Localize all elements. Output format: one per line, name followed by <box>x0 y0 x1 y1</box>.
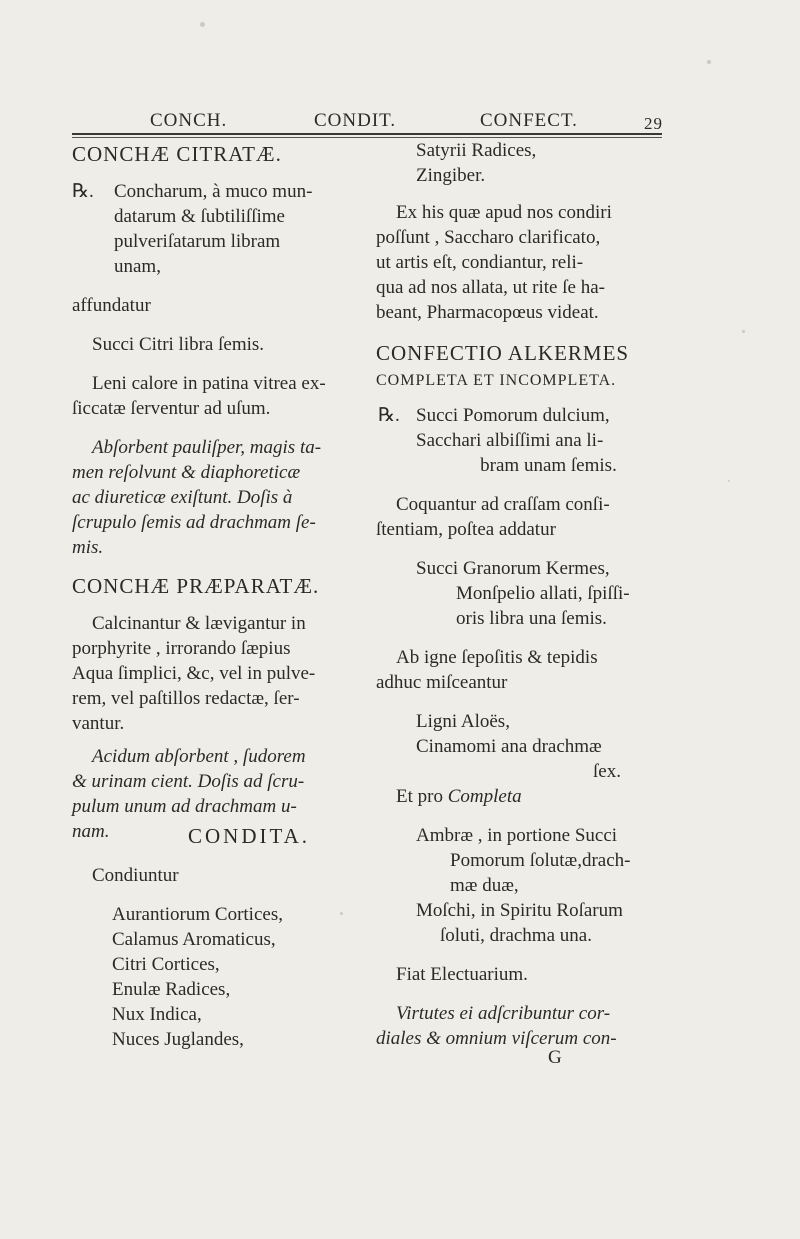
text-completa: Completa <box>447 786 522 807</box>
text-line: Concharum, à muco mun- <box>114 181 313 202</box>
text-line: Ab igne ſepoſitis & tepidis <box>396 647 598 668</box>
text-line: ut artis eſt, condiantur, reli- <box>376 252 584 273</box>
text-line: Aqua ſimplici, &c, vel in pulve- <box>72 663 316 684</box>
text-line: bram unam ſemis. <box>480 455 617 476</box>
text-line: Succi Granorum Kermes, <box>416 558 610 579</box>
paragraph-coquantur <box>376 492 661 542</box>
text-line: mis. <box>72 537 104 558</box>
list-item: Nuces Juglandes, <box>112 1029 244 1050</box>
text-line: Calcinantur & lævigantur in <box>92 613 306 634</box>
list-item: Enulæ Radices, <box>112 979 231 1000</box>
text-line: ſtentiam, poſtea addatur <box>376 519 556 540</box>
paper-speck <box>340 912 343 915</box>
text-line: Leni calore in patina vitrea ex- <box>92 373 326 394</box>
text-line: beant, Pharmacopœus videat. <box>376 302 599 323</box>
text-line: qua ad nos allata, ut rite ſe ha- <box>376 277 605 298</box>
recipe-ambrae <box>376 823 661 948</box>
heading-conchae-praeparatae: CONCHÆ PRÆPARATÆ. <box>72 574 320 598</box>
subheading-completa: COMPLETA ET INCOMPLETA. <box>376 372 617 389</box>
text-line: Ligni Aloës, <box>416 711 510 732</box>
text-line: ac diureticæ exiſtunt. Doſis à <box>72 487 293 508</box>
text-line: Moſchi, in Spiritu Roſarum <box>416 900 623 921</box>
text-line: pulveriſatarum libram <box>114 231 281 252</box>
paragraph-virtutes <box>376 1001 661 1051</box>
text-line: rem, vel paſtillos redactæ, ſer- <box>72 688 300 709</box>
signature-mark: G <box>548 1047 562 1068</box>
paragraph-ab-igne <box>376 645 661 695</box>
paper-speck <box>200 22 205 27</box>
list-item: Calamus Aromaticus, <box>112 929 276 950</box>
header-right: CONFECT. <box>480 110 578 131</box>
text-affundatur: affundatur <box>72 295 151 316</box>
text-line: Acidum abſorbent , ſudorem <box>92 746 306 767</box>
recipe-alkermes <box>376 403 661 478</box>
text-line: ſex. <box>593 761 621 782</box>
left-column <box>72 138 364 1052</box>
recipe-kermes <box>376 556 661 631</box>
text-fiat-electuarium: Fiat Electuarium. <box>396 964 528 985</box>
text-line: Ex his quæ apud nos condiri <box>396 202 612 223</box>
recipe-conchae <box>72 179 364 279</box>
list-item: Zingiber. <box>416 165 486 186</box>
text-line: pulum unum ad drachmam u- <box>72 796 297 817</box>
text-line: Pomorum ſolutæ,drach- <box>450 850 631 871</box>
recipe-aloes <box>376 709 661 784</box>
text-line: vantur. <box>72 713 125 734</box>
list-item: Aurantiorum Cortices, <box>112 904 283 925</box>
text-line: datarum & ſubtiliſſime <box>114 206 285 227</box>
heading-condita: CONDITA. <box>188 824 311 848</box>
text-line: men reſolvunt & diaphoreticæ <box>72 462 301 483</box>
paragraph-leni-calore <box>72 371 364 421</box>
text-condiuntur: Condiuntur <box>92 865 179 886</box>
paper-speck <box>728 480 730 482</box>
text-line: oris libra una ſemis. <box>456 608 607 629</box>
recipe-symbol: ℞. <box>72 181 94 202</box>
text-et-pro: Et pro <box>396 786 448 807</box>
list-item: Citri Cortices, <box>112 954 220 975</box>
text-line: Virtutes ei adſcribuntur cor- <box>396 1003 611 1024</box>
header-rule <box>72 133 662 135</box>
paper-speck <box>742 330 745 333</box>
text-line: Monſpelio allati, ſpiſſi- <box>456 583 630 604</box>
condita-list-continued <box>376 138 661 188</box>
text-line: Coquantur ad craſſam conſi- <box>396 494 610 515</box>
running-header <box>72 110 662 134</box>
text-line: nam. <box>72 821 110 842</box>
text-line: mæ duæ, <box>450 875 519 896</box>
list-item: Satyrii Radices, <box>416 140 537 161</box>
recipe-symbol: ℞. <box>378 405 400 426</box>
text-line: poſſunt , Saccharo clarificato, <box>376 227 601 248</box>
text-succi-citri: Succi Citri libra ſemis. <box>92 334 265 355</box>
paper-speck <box>707 60 711 64</box>
text-line: adhuc miſceantur <box>376 672 508 693</box>
text-line: diales & omnium viſcerum con- <box>376 1028 617 1049</box>
text-line: ſoluti, drachma una. <box>440 925 592 946</box>
right-column <box>376 138 661 1051</box>
text-line: Ambræ , in portione Succi <box>416 825 618 846</box>
condita-list <box>72 902 364 1052</box>
paragraph-calcinantur <box>72 611 364 736</box>
text-line: Cinamomi ana drachmæ <box>416 736 602 757</box>
page-number: 29 <box>644 114 663 133</box>
text-line: Sacchari albiſſimi ana li- <box>416 430 604 451</box>
text-et-pro-completa <box>376 784 661 809</box>
heading-confectio-alkermes: CONFECTIO ALKERMES <box>376 341 630 365</box>
text-line: & urinam cient. Doſis ad ſcru- <box>72 771 305 792</box>
text-line: Abſorbent pauliſper, magis ta- <box>92 437 322 458</box>
paragraph-absorbent <box>72 435 364 560</box>
text-line: Succi Pomorum dulcium, <box>416 405 610 426</box>
text-line: unam, <box>114 256 161 277</box>
text-line: ſiccatæ ſerventur ad uſum. <box>72 398 271 419</box>
header-left: CONCH. <box>150 110 228 131</box>
text-line: porphyrite , irrorando ſæpius <box>72 638 291 659</box>
list-item: Nux Indica, <box>112 1004 202 1025</box>
text-line: ſcrupulo ſemis ad drachmam ſe- <box>72 512 316 533</box>
header-center: CONDIT. <box>314 110 397 131</box>
heading-conchae-citratae: CONCHÆ CITRATÆ. <box>72 142 282 166</box>
paragraph-ex-his <box>376 200 661 325</box>
